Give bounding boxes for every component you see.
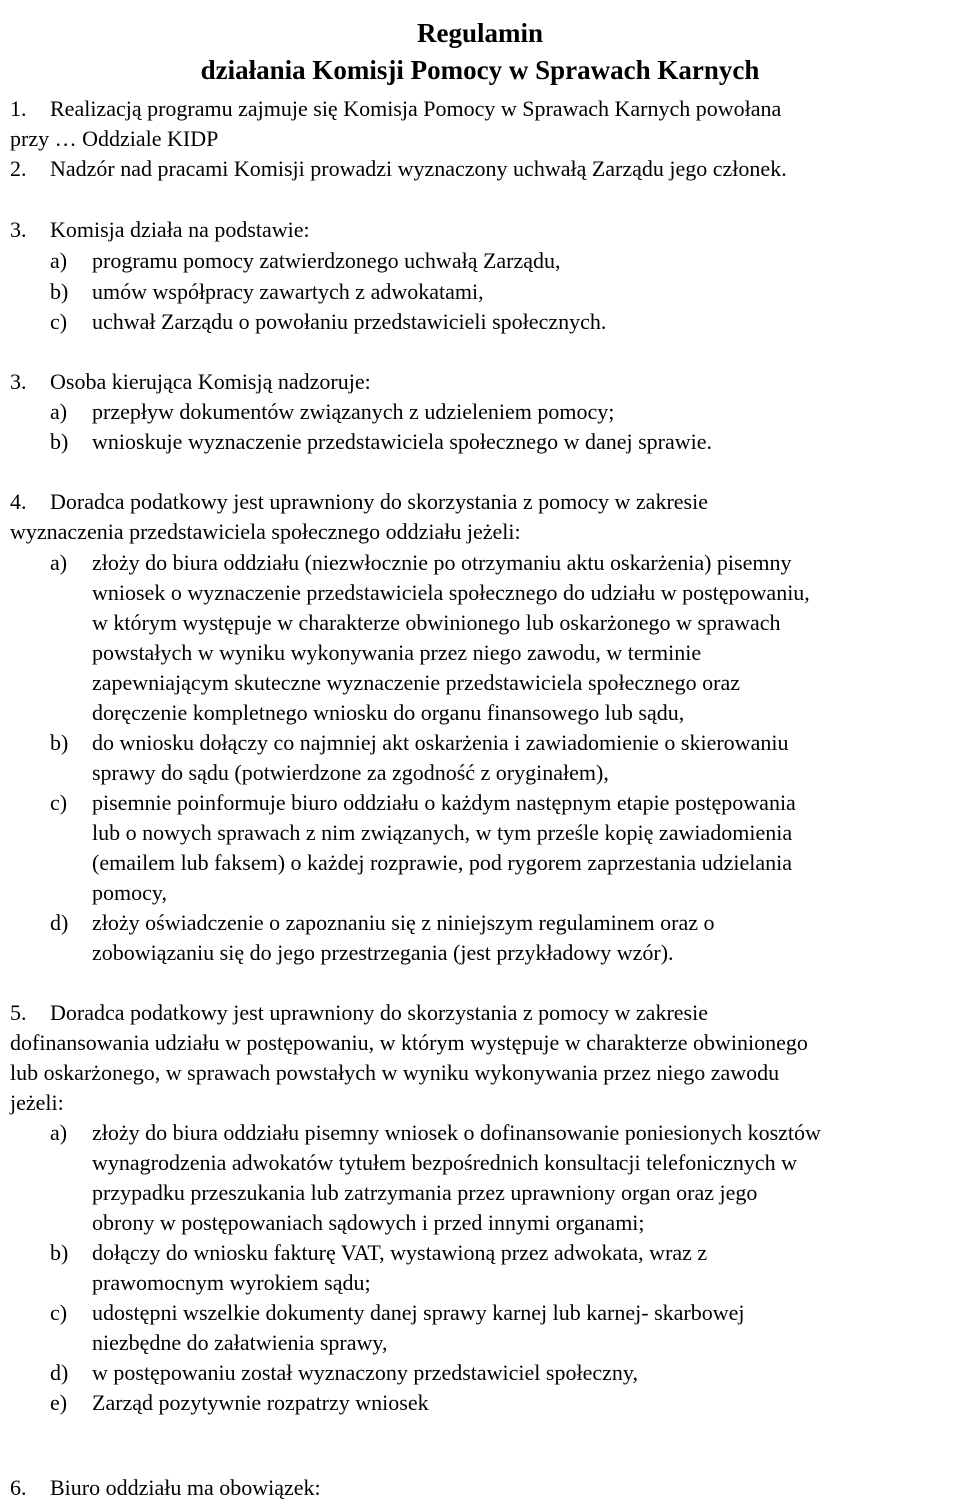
item-4-sub-c-line-4: pomocy, (92, 880, 167, 905)
item-6-number: 6. (10, 1475, 27, 1500)
item-3b-sub-b-letter: b) (50, 429, 69, 454)
item-3a-sub-b-text: umów współpracy zawartych z adwokatami, (92, 279, 484, 304)
item-4-text-line-2: wyznaczenia przedstawiciela społecznego oddziału jeżeli: (10, 519, 521, 544)
item-5-sub-c-letter: c) (50, 1300, 68, 1325)
item-4-sub-c-line-1: pisemnie poinformuje biuro oddziału o każdym następnym etapie postępowania (92, 790, 796, 815)
item-5-sub-e-letter: e) (50, 1390, 68, 1415)
item-5-text-line-2: dofinansowania udziału w postępowaniu, w którym występuje w charakterze obwinionego (10, 1030, 808, 1055)
item-3b-sub-a-text: przepływ dokumentów związanych z udzieleniem pomocy; (92, 399, 615, 424)
item-4-text-line-1: Doradca podatkowy jest uprawniony do skorzystania z pomocy w zakresie (50, 489, 708, 514)
item-5-number: 5. (10, 1000, 27, 1025)
item-4-sub-a-line-4: powstałych w wyniku wykonywania przez niego zawodu, w terminie (92, 640, 702, 665)
item-5-sub-b-letter: b) (50, 1240, 69, 1265)
item-2-text: Nadzór nad pracami Komisji prowadzi wyznaczony uchwałą Zarządu jego członek. (50, 156, 787, 181)
item-2-number: 2. (10, 156, 27, 181)
item-4-sub-b-line-1: do wniosku dołączy co najmniej akt oskarżenia i zawiadomienie o skierowaniu (92, 730, 789, 755)
item-4-sub-a-line-3: w którym występuje w charakterze obwinionego lub oskarżonego w sprawach (92, 610, 781, 635)
item-4-sub-a-line-2: wniosek o wyznaczenie przedstawiciela społecznego do udziału w postępowaniu, (92, 580, 810, 605)
document-subtitle: działania Komisji Pomocy w Sprawach Karnych (200, 55, 760, 86)
item-3a-number: 3. (10, 217, 27, 242)
item-3a-text: Komisja działa na podstawie: (50, 217, 310, 242)
item-4-sub-a-line-6: doręczenie kompletnego wniosku do organu finansowego lub sądu, (92, 700, 685, 725)
item-5-sub-a-line-3: przypadku przeszukania lub zatrzymania przez uprawniony organ oraz jego (92, 1180, 758, 1205)
item-4-number: 4. (10, 489, 27, 514)
item-5-sub-c-line-2: niezbędne do załatwienia sprawy, (92, 1330, 388, 1355)
item-4-sub-d-letter: d) (50, 910, 69, 935)
item-4-sub-c-line-3: (emailem lub faksem) o każdej rozprawie, pod rygorem zaprzestania udzielania (92, 850, 793, 875)
item-6-text: Biuro oddziału ma obowiązek: (50, 1475, 321, 1500)
item-1-text-line-2: przy … Oddziale KIDP (10, 126, 219, 151)
item-4-sub-a-letter: a) (50, 550, 68, 575)
item-5-sub-e-text: Zarząd pozytywnie rozpatrzy wniosek (92, 1390, 429, 1415)
item-4-sub-d-line-2: zobowiązaniu się do jego przestrzegania (jest przykładowy wzór). (92, 940, 674, 965)
item-1-text-line-1: Realizacją programu zajmuje się Komisja Pomocy w Sprawach Karnych powołana (50, 96, 782, 121)
item-5-sub-d-text: w postępowaniu został wyznaczony przedstawiciel społeczny, (92, 1360, 638, 1385)
item-4-sub-a-line-5: zapewniającym skuteczne wyznaczenie przedstawiciela społecznego oraz (92, 670, 741, 695)
item-3a-sub-a-letter: a) (50, 248, 68, 273)
item-5-text-line-4: jeżeli: (10, 1090, 64, 1115)
item-5-text-line-3: lub oskarżonego, w sprawach powstałych w wyniku wykonywania przez niego zawodu (10, 1060, 780, 1085)
item-5-sub-a-letter: a) (50, 1120, 68, 1145)
item-5-sub-a-line-4: obrony w postępowaniach sądowych i przed innymi organami; (92, 1210, 645, 1235)
item-3b-number: 3. (10, 369, 27, 394)
document-title: Regulamin (416, 18, 543, 49)
item-5-text-line-1: Doradca podatkowy jest uprawniony do skorzystania z pomocy w zakresie (50, 1000, 708, 1025)
item-3b-text: Osoba kierująca Komisją nadzoruje: (50, 369, 371, 394)
item-4-sub-d-line-1: złoży oświadczenie o zapoznaniu się z niniejszym regulaminem oraz o (92, 910, 715, 935)
item-3a-sub-a-text: programu pomocy zatwierdzonego uchwałą Zarządu, (92, 248, 561, 273)
item-4-sub-b-line-2: sprawy do sądu (potwierdzone za zgodność z oryginałem), (92, 760, 609, 785)
item-4-sub-c-line-2: lub o nowych sprawach z nim związanych, w tym prześle kopię zawiadomienia (92, 820, 793, 845)
item-5-sub-d-letter: d) (50, 1360, 69, 1385)
item-3a-sub-c-text: uchwał Zarządu o powołaniu przedstawicieli społecznych. (92, 309, 607, 334)
item-4-sub-c-letter: c) (50, 790, 68, 815)
item-4-sub-a-line-1: złoży do biura oddziału (niezwłocznie po otrzymaniu aktu oskarżenia) pisemny (92, 550, 792, 575)
item-3a-sub-b-letter: b) (50, 279, 69, 304)
item-5-sub-b-line-2: prawomocnym wyrokiem sądu; (92, 1270, 371, 1295)
item-4-sub-b-letter: b) (50, 730, 69, 755)
item-5-sub-a-line-2: wynagrodzenia adwokatów tytułem bezpośrednich konsultacji telefonicznych w (92, 1150, 797, 1175)
item-3b-sub-b-text: wnioskuje wyznaczenie przedstawiciela społecznego w danej sprawie. (92, 429, 713, 454)
item-1-number: 1. (10, 96, 27, 121)
item-5-sub-c-line-1: udostępni wszelkie dokumenty danej sprawy karnej lub karnej- skarbowej (92, 1300, 745, 1325)
item-3b-sub-a-letter: a) (50, 399, 68, 424)
item-5-sub-b-line-1: dołączy do wniosku fakturę VAT, wystawioną przez adwokata, wraz z (92, 1240, 708, 1265)
item-5-sub-a-line-1: złoży do biura oddziału pisemny wniosek o dofinansowanie poniesionych kosztów (92, 1120, 821, 1145)
item-3a-sub-c-letter: c) (50, 309, 68, 334)
